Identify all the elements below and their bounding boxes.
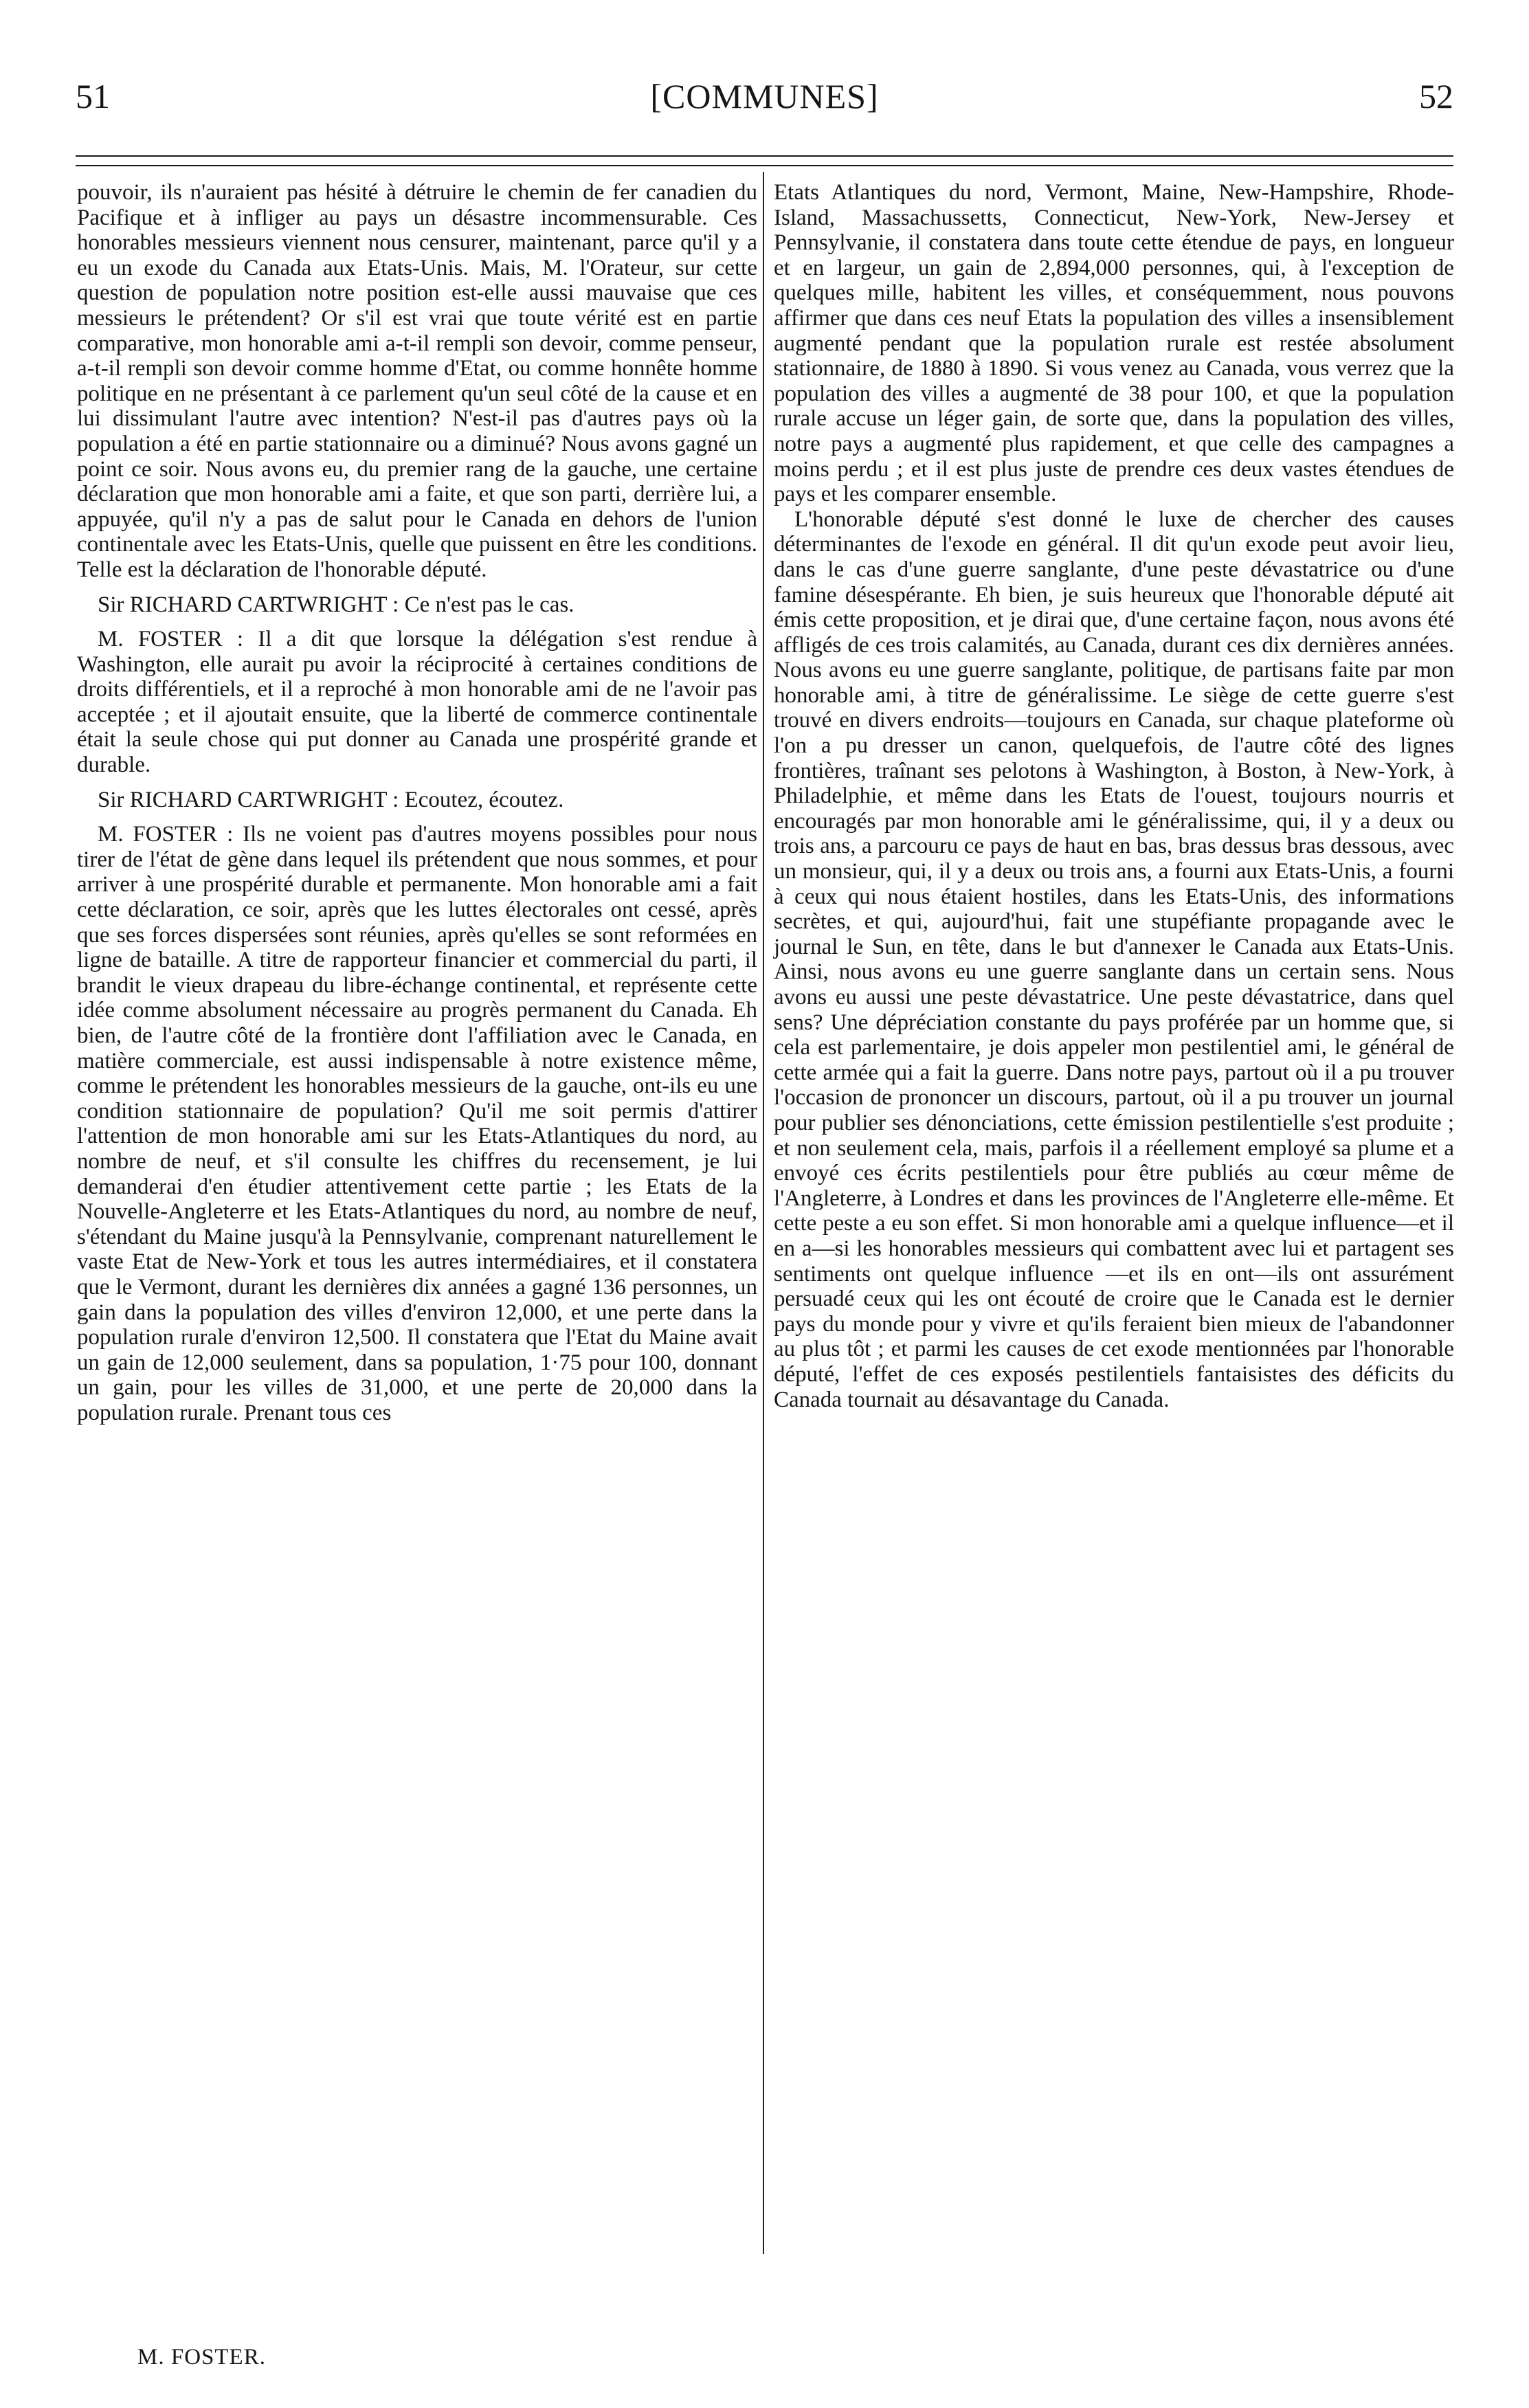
left-column: [77, 180, 757, 1426]
header-rule-bottom: [76, 165, 1453, 166]
column-divider: [763, 172, 764, 2254]
right-column: [774, 180, 1454, 1412]
header-rule-top: [76, 155, 1453, 157]
footer-speaker: M. FOSTER.: [137, 2345, 266, 2370]
page-number-right: 52: [1419, 77, 1453, 115]
page-title: [COMMUNES]: [650, 77, 879, 115]
right-paragraph-1: Etats Atlantiques du nord, Vermont, Maine, New-Hampshire, Rhode-Island, Massachussetts, Connecticut, New-York, New-Jersey et Pennsylvanie, il constatera dans toute cette étendue de pays, en longueur et en largeur, un gain de 2,894,000 personnes, qui, à l'exception de quelques mille, habitent les villes, et conséquemment, nous pouvons affirmer que dans ces neuf Etats la population des villes a insensiblement augmenté pendant que la population rurale est restée absolument stationnaire, de 1880 à 1890. Si vous venez au Canada, vous verrez que la population des villes a augmenté de 38 pour 100, et que la population rurale accuse un léger gain, de sorte que, dans la population des villes, notre pays a augmenté plus rapidement, et que celle des campagnes a moins perdu ; et il est plus juste de prendre ces deux vastes étendues de pays et les comparer ensemble.: [774, 180, 1454, 507]
right-paragraph-2: L'honorable député s'est donné le luxe de chercher des causes déterminantes de l'exode en général. Il dit qu'un exode peut avoir lieu, dans le cas d'une guerre sanglante, d'une peste dévastatrice ou d'une famine désespérante. Eh bien, je suis heureux que l'honorable député ait émis cette proposition, et je dirai que, d'une certaine façon, nous avons été affligés de ces trois calamités, au Canada, durant ces dix dernières années. Nous avons eu une guerre sanglante, politique, de partisans faite par mon honorable ami, à titre de généralissime. Le siège de cette guerre s'est trouvé en divers endroits—toujours en Canada, sur chaque plateforme où l'on a pu dresser un canon, quelquefois, de l'autre côté des lignes frontières, traînant ses pelotons à Washington, à Boston, à New-York, à Philadelphie, et même dans les Etats de l'ouest, toujours nourris et encouragés par mon honorable ami le généralissime, qui, il y a deux ou trois ans, a parcouru ce pays de haut en bas, bras dessus bras dessous, avec un monsieur, qui, il y a deux ou trois ans, a fourni aux Etats-Unis, a fourni à ceux qui nous étaient hostiles, dans les Etats-Unis, des informations secrètes, et qui, aujourd'hui, fait une stupéfiante propagande avec le journal le Sun, en tête, dans le but d'annexer le Canada aux Etats-Unis. Ainsi, nous avons eu une guerre sanglante dans un certain sens. Nous avons eu aussi une peste dévastatrice. Une peste dévastatrice, dans quel sens? Une dépréciation constante du pays proférée par un homme que, si cela est parlementaire, je dois appeler mon pestilentiel ami, le général de cette armée qui a fait la guerre. Dans notre pays, partout où il a pu trouver l'occasion de prononcer un discours, partout, où il a pu trouver un journal pour publier ses dénonciations, cette émission pestilentielle s'est produite ; et non seulement cela, mais, parfois il a réellement employé sa plume et a envoyé ces écrits pestilentiels pour être publiés au cœur même de l'Angleterre, à Londres et dans les provinces de l'Angleterre elle-même. Et cette peste a eu son effet. Si mon honorable ami a quelque influence—et il en a—si les honorables messieurs qui combattent avec lui et partagent ses sentiments ont quelque influence —et ils en ont—ils ont assurément persuadé ceux qui les ont écouté de croire que le Canada est le dernier pays du monde pour y vivre et qu'ils feraient bien mieux de l'abandonner au plus tôt ; et parmi les causes de cet exode mentionnées par l'honorable député, l'effet de ces exposés pestilentiels fantaisistes des déficits du Canada tournait au désavantage du Canada.: [774, 506, 1454, 1412]
left-paragraph-1: pouvoir, ils n'auraient pas hésité à détruire le chemin de fer canadien du Pacifique et à infliger au pays un désastre incommensurable. Ces honorables messieurs viennent nous censurer, maintenant, parce qu'il y a eu un exode du Canada aux Etats-Unis. Mais, M. l'Orateur, sur cette question de population notre position est-elle aussi mauvaise que ces messieurs le prétendent? Or s'il est vrai que toute vérité est en partie comparative, mon honorable ami a-t-il rempli son devoir, comme penseur, a-t-il rempli son devoir comme homme d'Etat, ou comme honnête homme politique en ne présentant à ce parlement qu'un seul côté de la cause et en lui dissimulant l'autre avec intention? N'est-il pas d'autres pays où la population a été en partie stationnaire ou a diminué? Nous avons gagné un point ce soir. Nous avons eu, du premier rang de la gauche, une certaine déclaration que mon honorable ami a faite, et que son parti, derrière lui, a appuyée, qu'il n'y a pas de salut pour le Canada en dehors de l'union continentale avec les Etats-Unis, quelle que puissent en être les conditions. Telle est la déclaration de l'honorable député.: [77, 180, 757, 582]
left-paragraph-4: Sir RICHARD CARTWRIGHT : Ecoutez, écoutez.: [98, 787, 564, 812]
left-paragraph-2: Sir RICHARD CARTWRIGHT : Ce n'est pas le cas.: [98, 592, 574, 617]
left-paragraph-3: M. FOSTER : Il a dit que lorsque la délégation s'est rendue à Washington, elle aurait pu avoir la réciprocité à certaines conditions de droits différentiels, et il a reproché à mon honorable ami de ne l'avoir pas acceptée ; et il ajoutait ensuite, que la liberté de commerce continentale était la seule chose qui put donner au Canada une prospérité grande et durable.: [77, 627, 757, 778]
page-number-left: 51: [76, 77, 110, 115]
left-paragraph-5: M. FOSTER : Ils ne voient pas d'autres moyens possibles pour nous tirer de l'état de gène dans lequel ils prétendent que nous sommes, et pour arriver à une prospérité durable et permanente. Mon honorable ami a fait cette déclaration, ce soir, après que les luttes électorales ont cessé, après que ses forces dispersées sont réunies, après qu'elles se sont reformées en ligne de bataille. A titre de rapporteur financier et commercial du parti, il brandit le vieux drapeau du libre-échange continental, et représente cette idée comme absolument nécessaire au progrès permanent du Canada. Eh bien, de l'autre côté de la frontière dont l'affiliation avec le Canada, en matière commerciale, est aussi indispensable à notre existence même, comme le prétendent les honorables messieurs de la gauche, ont-ils eu une condition stationnaire de population? Qu'il me soit permis d'attirer l'attention de mon honorable ami sur les Etats-Atlantiques du nord, au nombre de neuf, et s'il consulte les chiffres du recensement, je lui demanderai d'en étudier attentivement cette partie ; les Etats de la Nouvelle-Angleterre et les Etats-Atlantiques du nord, au nombre de neuf, s'étendant du Maine jusqu'à la Pennsylvanie, comprenant naturellement le vaste Etat de New-York et tous les autres intermédiaires, et il constatera que le Vermont, durant les dernières dix années a gagné 136 personnes, un gain dans la population des villes d'environ 12,000, et une perte dans la population rurale d'environ 12,500. Il constatera que l'Etat du Maine avait un gain de 12,000 seulement, dans sa population, 1·75 pour 100, donnant un gain, pour les villes de 31,000, et une perte de 20,000 dans la population rurale. Prenant tous ces: [77, 822, 757, 1425]
page-header: [76, 71, 1453, 121]
